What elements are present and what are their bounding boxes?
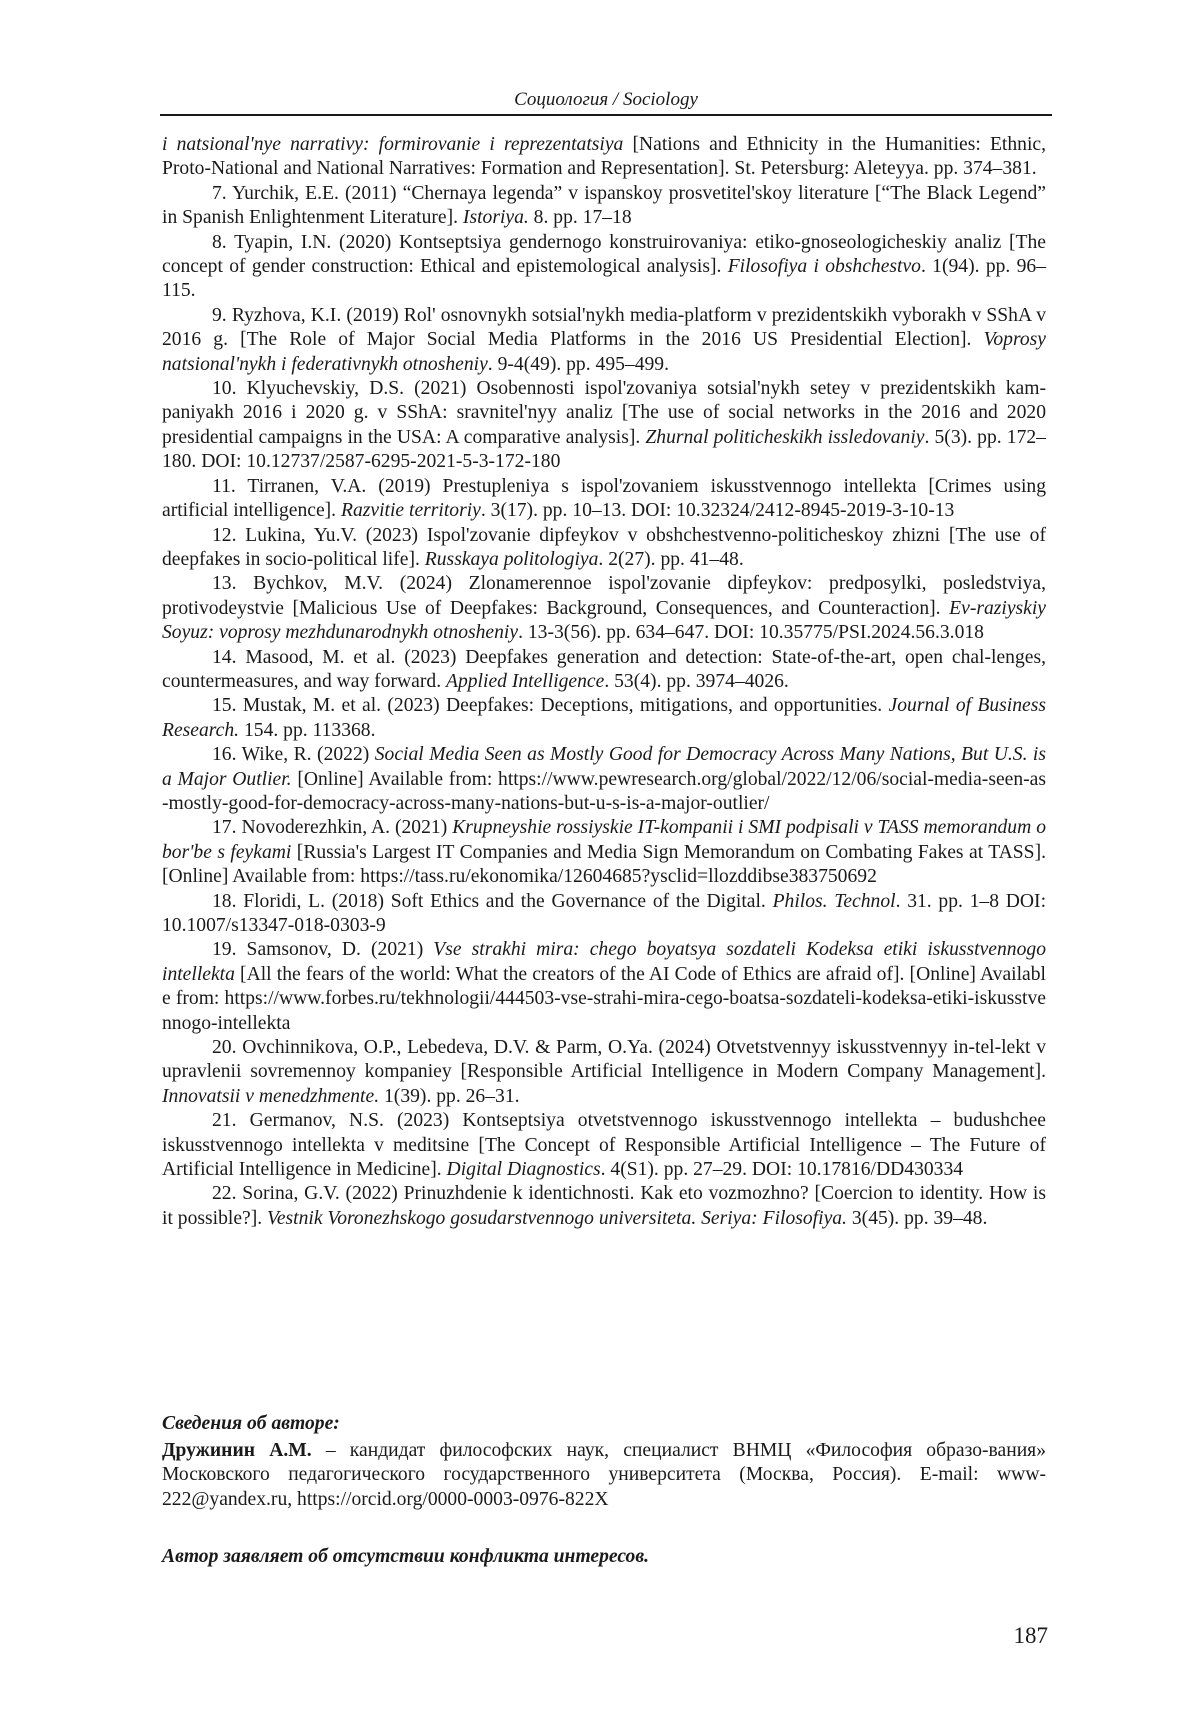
reference-before: 8. Tyapin, I.N. (2020) Kontseptsiya gendernogo konstruirovaniya: etiko-gnoseologicheskiy analiz [The concept of gender construction: Ethical and epistemological analysis]. — [162, 231, 1046, 278]
author-details — [162, 1439, 1046, 1513]
author-info — [162, 1412, 1046, 1512]
reference-before: 16. Wike, R. (2022) — [212, 744, 375, 766]
reference-italic: Ev-raziyskiy Soyuz: voprosy mezhdunarodnykh otnosheniy — [162, 597, 1046, 644]
reference-after: . 13-3(56). pp. 634–647. DOI: 10.35775/PSI.2024.56.3.018 — [518, 622, 984, 644]
reference-item-19 — [162, 938, 1046, 1036]
reference-after: 154. pp. 113368. — [239, 719, 376, 741]
reference-before: 13. Bychkov, M.V. (2024) Zlonamerennoe ispol'zovanie dipfeykov: predposylki, posledstviya, protivodeystvie [Malicious Use of Deepfakes: Background, Consequences, and Counteraction]. — [162, 573, 1046, 619]
reference-before: 22. Sorina, G.V. (2022) Prinuzhdenie k identichnosti. Kak eto vozmozhno? [Coercion to identity. How is it possible?]. — [162, 1183, 1046, 1229]
reference-item-18 — [162, 890, 1046, 939]
reference-italic: Philos. Technol — [772, 890, 896, 912]
reference-item-15 — [162, 694, 1046, 743]
reference-before: 19. Samsonov, D. (2021) — [212, 939, 434, 961]
reference-italic: Voprosy natsional'nykh i federativnykh otnosheniy — [162, 329, 1046, 375]
reference-italic: Zhurnal politicheskikh issledovaniy — [645, 426, 925, 448]
reference-italic: Razvitie territoriy — [340, 500, 481, 522]
reference-after: [Online] Available from: https://www.pewresearch.org/global/2022/12/06/social-media-seen-as-mostly-good-for-democracy-across-many-nations-but-u-s-is-a-major-outlier/ — [162, 768, 1046, 814]
reference-after: . 2(27). pp. 41–48. — [598, 548, 744, 570]
reference-before: 21. Germanov, N.S. (2023) Kontseptsiya otvetstvennogo iskusstvennogo intellekta – budushchee iskusstvennogo intellekta v meditsine [The Concept of Responsible Artificial Intelligence – The Future of Artificial Intelligence in Medicine]. — [162, 1110, 1046, 1181]
reference-before: 7. Yurchik, E.E. (2011) “Chernaya legenda” v ispanskoy prosvetitel'skoy literature [“The Black Legend” in Spanish Enlightenment Literature]. — [162, 182, 1046, 229]
reference-before: 14. Masood, M. et al. (2023) Deepfakes generation and detection: State-of-the-art, open chal-lenges, countermeasures, and way forward. — [162, 646, 1046, 692]
reference-after: . 5(3). pp. 172–180. DOI: 10.12737/2587-6295-2021-5-3-172-180 — [162, 426, 1046, 473]
reference-after: . 9-4(49). pp. 495–499. — [487, 353, 670, 375]
reference-before: 10. Klyuchevskiy, D.S. (2021) Osobennosti ispol'zovaniya sotsial'nykh setey v prezidentskikh kam-paniyakh 2016 i 2020 g. v SShA: sravnitel'nyy analiz [The use of social networks in the 2016 and 2020 presidential campaigns in the USA: A comparative analysis]. — [162, 378, 1046, 448]
reference-item-17 — [162, 816, 1046, 889]
reference-item-20 — [162, 1036, 1046, 1109]
reference-before: 12. Lukina, Yu.V. (2023) Ispol'zovanie dipfeykov v obshchestvenno-politicheskoy zhizni [The use of deepfakes in socio-political life]. — [162, 524, 1046, 570]
reference-italic: Vestnik Voronezhskogo gosudarstvennogo universiteta. Seriya: Filosofiya. — [267, 1207, 847, 1229]
reference-italic: Digital Diagnostics — [446, 1159, 601, 1181]
reference-italic: Filosofiya i obshchestvo — [727, 256, 921, 278]
reference-italic: Russkaya politologiya — [424, 548, 599, 570]
reference-after: 3(45). pp. 39–48. — [846, 1207, 988, 1229]
reference-before: 20. Ovchinnikova, O.P., Lebedeva, D.V. & Parm, O.Ya. (2024) Otvetstvennyy iskusstvennyy in-tel-lekt v upravlenii sovremennoy kompaniey [Responsible Artificial Intelligence in Modern Company Management]. — [162, 1037, 1046, 1083]
reference-before: 17. Novoderezhkin, A. (2021) — [212, 817, 453, 839]
reference-item-22 — [162, 1182, 1046, 1231]
reference-before: 15. Mustak, M. et al. (2023) Deepfakes: Deceptions, mitigations, and opportunities. — [212, 695, 889, 717]
reference-item-9 — [162, 304, 1046, 377]
reference-after: . 4(S1). pp. 27–29. DOI: 10.17816/DD430334 — [600, 1159, 964, 1181]
reference-after: 8. pp. 17–18 — [528, 207, 632, 229]
page-number: 187 — [1013, 1623, 1048, 1648]
reference-after: [Nations and Ethnicity in the Humanities: Ethnic, Proto-National and National Narratives: Formation and Representation]. St. Petersburg: Aleteyya. pp. 374–381. — [162, 134, 1046, 180]
author-name: Дружинин А.М. — [162, 1439, 312, 1461]
running-head: Социология / Sociology — [514, 89, 698, 110]
reference-italic: Vse strakhi mira: chego boyatsya sozdateli Kodeksa etiki iskusstvennogo intellekta — [162, 939, 1046, 985]
reference-before: 18. Floridi, L. (2018) Soft Ethics and the Governance of the Digital. — [212, 890, 773, 912]
header-rule — [160, 114, 1052, 116]
reference-before: 9. Ryzhova, K.I. (2019) Rol' osnovnykh sotsial'nykh media-platform v prezidentskikh vyborakh v SShA v 2016 g. [The Role of Major Social Media Platforms in the 2016 US Presidential Election]. — [162, 304, 1046, 351]
reference-item-8 — [162, 231, 1046, 304]
reference-after: [All the fears of the world: What the creators of the AI Code of Ethics are afraid of]. [Online] Available from: https://www.forbes.ru/tekhnologii/444503-vse-strahi-mira-cego-boatsa-sozdateli-kodeksa-etiki-iskusstvennogo-intellekta — [162, 963, 1046, 1034]
reference-after: . 1(94). pp. 96–115. — [162, 256, 1046, 302]
reference-after: . 3(17). pp. 10–13. DOI: 10.32324/2412-8945-2019-3-10-13 — [480, 500, 955, 522]
reference-item-16 — [162, 743, 1046, 816]
reference-italic: Innovatsii v menedzhmente. — [162, 1085, 380, 1107]
reference-after: 1(39). pp. 26–31. — [379, 1085, 520, 1107]
reference-item-11 — [162, 475, 1046, 524]
reference-continuation — [162, 133, 1046, 182]
reference-after: . 53(4). pp. 3974–4026. — [604, 670, 789, 692]
reference-italic: Istoriya. — [462, 207, 529, 229]
reference-item-21 — [162, 1109, 1046, 1182]
author-description: – кандидат философских наук, специалист ВНМЦ «Философия образо-вания» Московского педагогического государственного университета (Москва, Россия). E-mail: www-222@yandex.ru, https://orcid.org/0000-0003-0976-822X — [162, 1439, 1046, 1510]
reference-item-13 — [162, 572, 1046, 645]
reference-italic: Journal of Business Research. — [162, 695, 1046, 741]
reference-item-7 — [162, 182, 1046, 231]
reference-italic: Applied Intelligence — [446, 670, 605, 692]
reference-after: [Russia's Largest IT Companies and Media Sign Memorandum on Combating Fakes at TASS]. [Online] Available from: https://tass.ru/ekonomika/12604685?ysclid=llozddibse383750692 — [162, 841, 1046, 888]
conflict-of-interest-statement: Автор заявляет об отсутствии конфликта интересов. — [162, 1546, 650, 1567]
reference-italic: Social Media Seen as Mostly Good for Democracy Across Many Nations, But U.S. is a Major Outlier. — [162, 744, 1047, 790]
reference-before: 11. Tirranen, V.A. (2019) Prestupleniya s ispol'zovaniem iskusstvennogo intellekta [Crimes using artificial intelligence]. — [162, 475, 1046, 522]
reference-item-12 — [162, 524, 1046, 573]
reference-list — [162, 133, 1046, 1231]
reference-after: . 31. pp. 1–8 DOI: 10.1007/s13347-018-0303-9 — [162, 890, 1047, 936]
author-info-heading: Сведения об авторе: — [162, 1413, 340, 1434]
reference-item-10 — [162, 377, 1046, 475]
reference-italic: i natsional'nye narrativy: formirovanie i reprezentatsiya — [162, 134, 624, 155]
reference-item-14 — [162, 646, 1046, 695]
reference-italic: Krupneyshie rossiyskie IT-kompanii i SMI podpisali v TASS memorandum o bor'be s feykami — [162, 817, 1047, 863]
